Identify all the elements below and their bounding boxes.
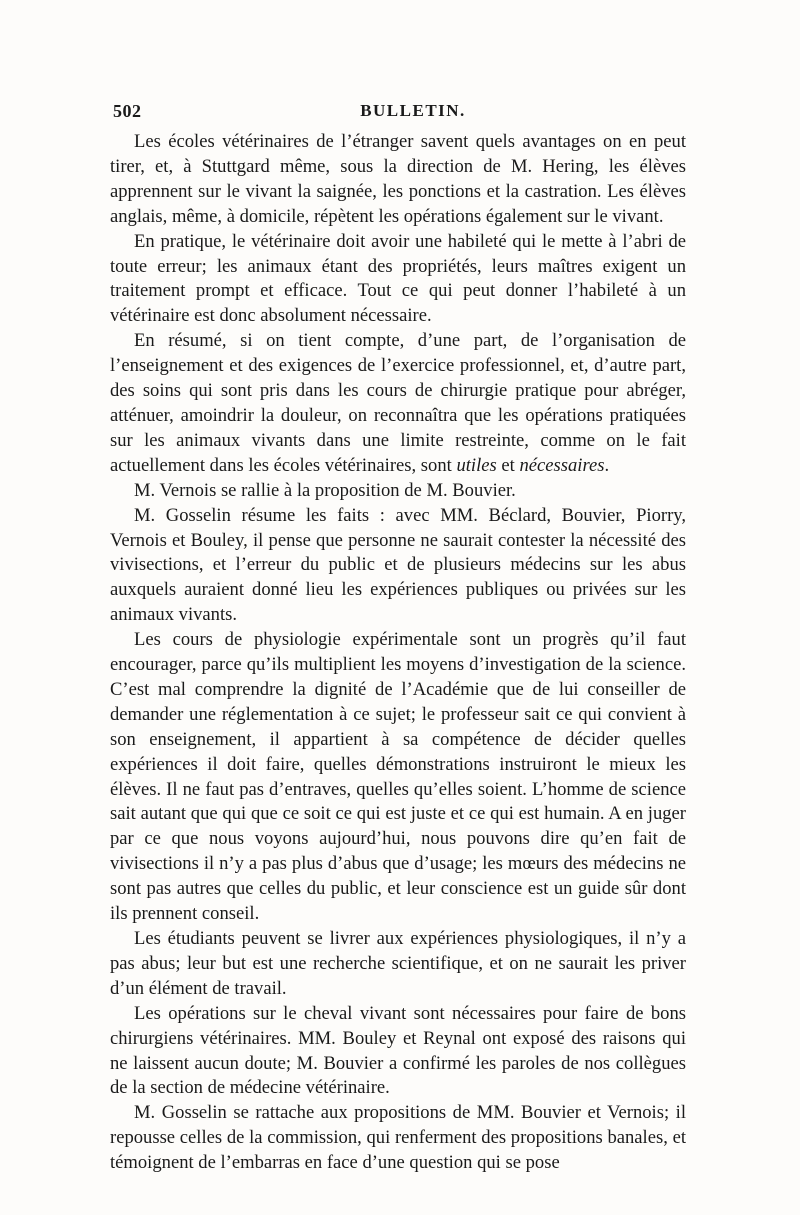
paragraph: Les écoles vétérinaires de l’étranger savent quels avantages on en peut tirer, et, à Stuttgard même, sous la direction de M. Hering, les élèves apprennent sur le vivant la saignée, les ponctions et la castration. Les élèves anglais, même, à domicile, répètent les opérations également sur le vivant. bbox=[110, 131, 686, 227]
paragraph: En pratique, le vétérinaire doit avoir une habileté qui le mette à l’abri de toute erreur; les animaux étant des propriétés, leurs maîtres exigent un traitement prompt et efficace. Tout ce qui peut donner l’habileté à un vétérinaire est donc absolument nécessaire. bbox=[110, 230, 686, 327]
paragraph: M. Gosselin résume les faits : avec MM. Béclard, Bouvier, Piorry, Vernois et Bouley, il pense que personne ne saurait contester la nécessité des vivisections, et l’erreur du public et de plusieurs médecins sur les abus auxquels auraient donné lieu les expériences publiques ou privées sur les animaux vivants. bbox=[110, 504, 686, 626]
paragraph: Les opérations sur le cheval vivant sont nécessaires pour faire de bons chirurgiens vétérinaires. MM. Bouley et Reynal ont exposé des raisons qui ne laissent aucun doute; M. Bouvier a confirmé les paroles de nos collègues de la section de médecine vétérinaire. bbox=[110, 1002, 686, 1099]
body-text bbox=[110, 130, 686, 1176]
paragraph: M. Vernois se rallie à la proposition de M. Bouvier. bbox=[134, 479, 516, 501]
italic-word: nécessaires bbox=[519, 454, 605, 476]
conjunction: et bbox=[501, 454, 515, 476]
paragraph: Les cours de physiologie expérimentale sont un progrès qu’il faut encourager, parce qu’ils multiplient les moyens d’investigation de la science. C’est mal comprendre la dignité de l’Académie que de lui conseiller de demander une réglementation à ce sujet; le professeur sait ce qui convient à son enseignement, il appartient à sa compétence de décider quelles expériences il doit faire, quelles démonstrations instruiront le mieux les élèves. Il ne faut pas d’entraves, quelles qu’elles soient. L’homme de science sait autant que qui que ce soit ce qui est juste et ce qui est humain. A en juger par ce que nous voyons aujourd’hui, nous pouvons dire qu’en fait de vivisections il n’y a pas plus d’abus que d’usage; les mœurs des médecins ne sont pas autres que celles du public, et leur conscience est un guide sûr dont ils prennent conseil. bbox=[110, 629, 686, 925]
running-title: BULLETIN. bbox=[360, 101, 466, 120]
paragraph: Les étudiants peuvent se livrer aux expériences physiologiques, il n’y a pas abus; leur but est une recherche scientifique, et on ne saurait les priver d’un élément de travail. bbox=[110, 928, 686, 999]
italic-word: utiles bbox=[456, 454, 497, 476]
paragraph-end: . bbox=[604, 454, 610, 476]
page-number: 502 bbox=[113, 101, 142, 121]
paragraph: M. Gosselin se rattache aux propositions de MM. Bouvier et Vernois; il repousse celles de la commission, qui renferment des propositions banales, et témoignent de l’embarras en face d’une question qui se pose bbox=[110, 1102, 686, 1174]
page-header bbox=[113, 101, 683, 127]
paragraph-text: En résumé, si on tient compte, d’une part, de l’organisation de l’enseignement et des exigences de l’exercice professionnel, et, d’autre part, des soins qui sont pris dans les cours de chirurgie pratique pour abréger, atténuer, amoindrir la douleur, on reconnaîtra que les opérations pratiquées sur les animaux vivants dans une limite restreinte, comme on le fait actuellement dans les écoles vétérinaires, sont bbox=[110, 330, 686, 476]
paragraph bbox=[110, 329, 686, 478]
